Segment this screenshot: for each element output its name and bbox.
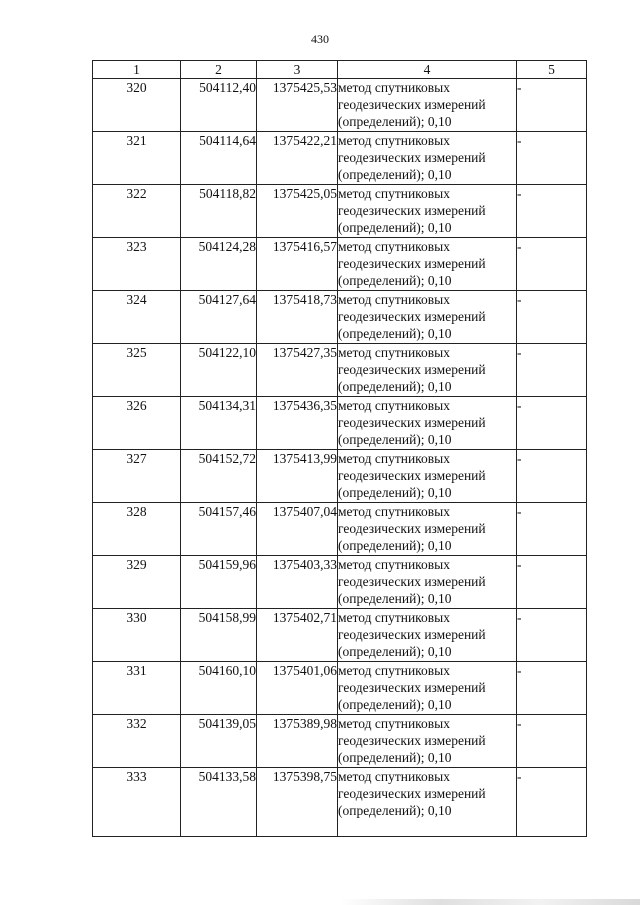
point-number-cell: 323 [93, 238, 181, 291]
note-cell: - [517, 185, 587, 238]
method-line: (определений); 0,10 [338, 644, 452, 659]
point-number-cell: 322 [93, 185, 181, 238]
method-cell [338, 397, 517, 450]
method-line: геодезических измерений [338, 733, 486, 748]
note-cell: - [517, 662, 587, 715]
method-line: (определений); 0,10 [338, 485, 452, 500]
note-cell: - [517, 450, 587, 503]
x-coordinate-cell: 504122,10 [181, 344, 257, 397]
method-line: (определений); 0,10 [338, 432, 452, 447]
column-header-x: 2 [181, 61, 257, 79]
method-line: геодезических измерений [338, 362, 486, 377]
method-line: геодезических измерений [338, 521, 486, 536]
method-cell [338, 132, 517, 185]
y-coordinate-cell: 1375401,06 [257, 662, 338, 715]
y-coordinate-cell: 1375427,35 [257, 344, 338, 397]
method-line: геодезических измерений [338, 97, 486, 112]
x-coordinate-cell: 504157,46 [181, 503, 257, 556]
method-line: метод спутниковых [338, 557, 450, 572]
method-line: метод спутниковых [338, 186, 450, 201]
point-number-cell: 321 [93, 132, 181, 185]
method-line: геодезических измерений [338, 680, 486, 695]
x-coordinate-cell: 504112,40 [181, 79, 257, 132]
table-row [93, 132, 587, 185]
point-number-cell: 326 [93, 397, 181, 450]
point-number-cell: 329 [93, 556, 181, 609]
x-coordinate-cell: 504114,64 [181, 132, 257, 185]
method-line: (определений); 0,10 [338, 803, 452, 818]
note-cell: - [517, 397, 587, 450]
method-line: геодезических измерений [338, 309, 486, 324]
method-line: метод спутниковых [338, 451, 450, 466]
x-coordinate-cell: 504139,05 [181, 715, 257, 768]
point-number-cell: 330 [93, 609, 181, 662]
table-row [93, 609, 587, 662]
method-cell [338, 768, 517, 837]
method-line: геодезических измерений [338, 468, 486, 483]
table-body [93, 79, 587, 837]
method-line: (определений); 0,10 [338, 538, 452, 553]
table-header-row [93, 61, 587, 79]
scan-artifact [340, 899, 640, 905]
method-cell [338, 291, 517, 344]
method-line: (определений); 0,10 [338, 326, 452, 341]
y-coordinate-cell: 1375425,53 [257, 79, 338, 132]
method-line: (определений); 0,10 [338, 167, 452, 182]
method-line: метод спутниковых [338, 239, 450, 254]
y-coordinate-cell: 1375402,71 [257, 609, 338, 662]
note-cell: - [517, 715, 587, 768]
column-header-number: 1 [93, 61, 181, 79]
method-line: (определений); 0,10 [338, 697, 452, 712]
note-cell: - [517, 556, 587, 609]
method-line: метод спутниковых [338, 504, 450, 519]
y-coordinate-cell: 1375425,05 [257, 185, 338, 238]
method-line: метод спутниковых [338, 292, 450, 307]
y-coordinate-cell: 1375403,33 [257, 556, 338, 609]
method-line: геодезических измерений [338, 203, 486, 218]
method-line: метод спутниковых [338, 769, 450, 784]
note-cell: - [517, 238, 587, 291]
point-number-cell: 320 [93, 79, 181, 132]
coordinates-table [92, 60, 587, 837]
table-row [93, 185, 587, 238]
method-cell [338, 556, 517, 609]
method-line: метод спутниковых [338, 133, 450, 148]
method-line: метод спутниковых [338, 398, 450, 413]
method-line: метод спутниковых [338, 663, 450, 678]
method-cell [338, 503, 517, 556]
point-number-cell: 325 [93, 344, 181, 397]
table-row [93, 397, 587, 450]
method-line: (определений); 0,10 [338, 750, 452, 765]
method-cell [338, 450, 517, 503]
method-cell [338, 344, 517, 397]
method-line: (определений); 0,10 [338, 114, 452, 129]
method-line: геодезических измерений [338, 415, 486, 430]
y-coordinate-cell: 1375422,21 [257, 132, 338, 185]
note-cell: - [517, 503, 587, 556]
note-cell: - [517, 609, 587, 662]
table-row [93, 344, 587, 397]
point-number-cell: 333 [93, 768, 181, 837]
method-cell [338, 662, 517, 715]
method-cell [338, 79, 517, 132]
method-line: метод спутниковых [338, 716, 450, 731]
method-line: (определений); 0,10 [338, 591, 452, 606]
note-cell: - [517, 344, 587, 397]
table-row [93, 450, 587, 503]
column-header-y: 3 [257, 61, 338, 79]
method-line: метод спутниковых [338, 80, 450, 95]
y-coordinate-cell: 1375436,35 [257, 397, 338, 450]
x-coordinate-cell: 504124,28 [181, 238, 257, 291]
note-cell: - [517, 768, 587, 837]
x-coordinate-cell: 504127,64 [181, 291, 257, 344]
method-line: геодезических измерений [338, 627, 486, 642]
method-line: (определений); 0,10 [338, 220, 452, 235]
method-cell [338, 715, 517, 768]
x-coordinate-cell: 504158,99 [181, 609, 257, 662]
x-coordinate-cell: 504152,72 [181, 450, 257, 503]
method-line: метод спутниковых [338, 345, 450, 360]
method-line: метод спутниковых [338, 610, 450, 625]
method-line: геодезических измерений [338, 786, 486, 801]
table-row [93, 715, 587, 768]
point-number-cell: 327 [93, 450, 181, 503]
method-line: (определений); 0,10 [338, 379, 452, 394]
y-coordinate-cell: 1375418,73 [257, 291, 338, 344]
table-row [93, 79, 587, 132]
note-cell: - [517, 79, 587, 132]
y-coordinate-cell: 1375407,04 [257, 503, 338, 556]
x-coordinate-cell: 504118,82 [181, 185, 257, 238]
y-coordinate-cell: 1375416,57 [257, 238, 338, 291]
point-number-cell: 328 [93, 503, 181, 556]
point-number-cell: 331 [93, 662, 181, 715]
table-row [93, 768, 587, 837]
note-cell: - [517, 132, 587, 185]
method-line: геодезических измерений [338, 574, 486, 589]
page-number: 430 [311, 32, 329, 46]
method-line: (определений); 0,10 [338, 273, 452, 288]
x-coordinate-cell: 504159,96 [181, 556, 257, 609]
x-coordinate-cell: 504134,31 [181, 397, 257, 450]
column-header-method: 4 [338, 61, 517, 79]
table-row [93, 503, 587, 556]
table-row [93, 662, 587, 715]
y-coordinate-cell: 1375413,99 [257, 450, 338, 503]
column-header-note: 5 [517, 61, 587, 79]
x-coordinate-cell: 504160,10 [181, 662, 257, 715]
method-cell [338, 238, 517, 291]
method-line: геодезических измерений [338, 256, 486, 271]
point-number-cell: 324 [93, 291, 181, 344]
note-cell: - [517, 291, 587, 344]
y-coordinate-cell: 1375398,75 [257, 768, 338, 837]
y-coordinate-cell: 1375389,98 [257, 715, 338, 768]
table-row [93, 238, 587, 291]
table-row [93, 291, 587, 344]
method-cell [338, 185, 517, 238]
point-number-cell: 332 [93, 715, 181, 768]
table-row [93, 556, 587, 609]
method-line: геодезических измерений [338, 150, 486, 165]
method-cell [338, 609, 517, 662]
x-coordinate-cell: 504133,58 [181, 768, 257, 837]
